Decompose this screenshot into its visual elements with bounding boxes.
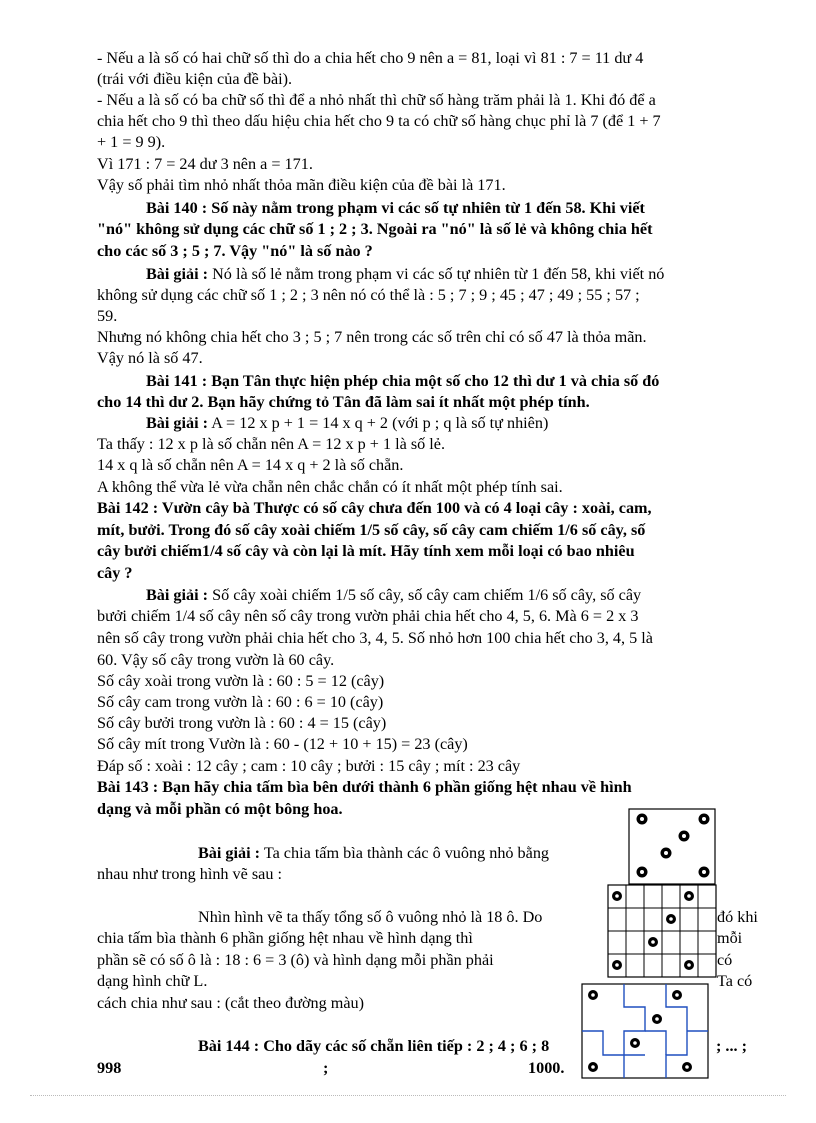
solution-line: bưởi chiếm 1/4 số cây nên số cây trong vườn phải chia hết cho 4, 5, 6. Mà 6 = 2 x 3	[97, 607, 639, 625]
flower-icon	[699, 867, 710, 878]
problem-144-tail: ; ... ;	[716, 1037, 748, 1055]
flower-icon	[652, 1014, 662, 1024]
solution-line: Số cây mít trong Vườn là : 60 - (12 + 10 + 15) = 23 (cây)	[97, 735, 468, 753]
solution-line: Số cây xoài trong vườn là : 60 : 5 = 12 (cây)	[97, 672, 385, 690]
solution-141: Bài giải : A = 12 x p + 1 = 14 x q + 2 (với p ; q là số tự nhiên)	[146, 414, 549, 432]
problem-141-text: cho 14 thì dư 2. Bạn hãy chứng tỏ Tân đã làm sai ít nhất một phép tính.	[97, 393, 590, 411]
problem-140-text: "nó" không sử dụng các chữ số 1 ; 2 ; 3. Ngoài ra "nó" là số lẻ và không chia hết	[97, 220, 653, 238]
solution-line: dạng hình chữ L.	[97, 972, 208, 990]
problem-143-title: Bài 143 : Bạn hãy chia tấm bìa bên dưới thành 6 phần giống hệt nhau về hình	[97, 778, 632, 796]
problem-144-title: Bài 144 : Cho dãy các số chẵn liên tiếp : 2 ; 4 ; 6 ; 8	[198, 1037, 550, 1055]
solution-line-right: có	[717, 951, 733, 969]
text-line: (trái với điều kiện của đề bài).	[97, 70, 293, 88]
solution-line: 59.	[97, 307, 118, 325]
answer-line: Đáp số : xoài : 12 cây ; cam : 10 cây ; bưởi : 15 cây ; mít : 23 cây	[97, 757, 521, 775]
solution-140: Bài giải : Nó là số lẻ nằm trong phạm vi các số tự nhiên từ 1 đến 58, khi viết nó	[146, 265, 665, 283]
solution-line: 60. Vậy số cây trong vườn là 60 cây.	[97, 651, 335, 669]
flower-icon	[672, 990, 682, 1000]
flower-icon	[684, 960, 694, 970]
flower-icon	[666, 914, 676, 924]
page-bottom-rule	[30, 1095, 786, 1096]
solution-line: nhau như trong hình vẽ sau :	[97, 865, 283, 883]
solution-line: phần sẽ có số ô là : 18 : 6 = 3 (ô) và hình dạng mỗi phần phải	[97, 951, 494, 969]
solution-142: Bài giải : Số cây xoài chiếm 1/5 số cây, số cây cam chiếm 1/6 số cây, số cây	[146, 586, 642, 604]
figure-cut-solution	[581, 983, 711, 1081]
text-line: chia hết cho 9 thì theo dấu hiệu chia hết cho 9 ta có chữ số hàng chục phỉ là 7 (để 1 + 7	[97, 112, 661, 130]
problem-140-text: cho các số 3 ; 5 ; 7. Vậy "nó" là số nào ?	[97, 242, 373, 260]
solution-line-right: đó khi	[717, 908, 758, 926]
flower-icon	[612, 960, 622, 970]
solution-line: cách chia như sau : (cắt theo đường màu)	[97, 994, 365, 1012]
flower-icon	[699, 814, 710, 825]
flower-icon	[588, 990, 598, 1000]
solution-line: nên số cây trong vườn phải chia hết cho 3, 4, 5. Số nhỏ hơn 100 chia hết cho 3, 4, 5 là	[97, 629, 653, 647]
problem-141-title: Bài 141 : Bạn Tân thực hiện phép chia một số cho 12 thì dư 1 và chia số đó	[146, 372, 660, 390]
figure-grid	[607, 884, 719, 980]
problem-144-semicolon: ;	[323, 1059, 329, 1077]
problem-140-title: Bài 140 : Số này nằm trong phạm vi các số tự nhiên từ 1 đến 58. Khi viết	[146, 199, 645, 217]
flower-icon	[588, 1062, 598, 1072]
flower-icon	[612, 891, 622, 901]
problem-142-text: cây bưởi chiếm1/4 số cây và còn lại là mít. Hãy tính xem mỗi loại có bao nhiêu	[97, 542, 635, 560]
solution-line: Nhưng nó không chia hết cho 3 ; 5 ; 7 nên trong các số trên chỉ có số 47 là thỏa mãn.	[97, 328, 647, 346]
flower-icon	[637, 867, 648, 878]
problem-142-text: mít, bưởi. Trong đó số cây xoài chiếm 1/5 số cây, số cây cam chiếm 1/6 số cây, số	[97, 521, 646, 539]
text-line: - Nếu a là số có ba chữ số thì để a nhỏ nhất thì chữ số hàng trăm phải là 1. Khi đó để a	[97, 91, 656, 109]
figure-card-top	[628, 808, 718, 886]
solution-line: Vậy nó là số 47.	[97, 349, 203, 367]
solution-line: 14 x q là số chẵn nên A = 14 x q + 2 là số chẵn.	[97, 456, 404, 474]
flower-icon	[630, 1038, 640, 1048]
text-line: - Nếu a là số có hai chữ số thì do a chia hết cho 9 nên a = 81, loại vì 81 : 7 = 11 dư 4	[97, 49, 644, 67]
text-line: Vậy số phải tìm nhỏ nhất thỏa mãn điều kiện của đề bài là 171.	[97, 176, 506, 194]
solution-line-right: Ta có	[717, 972, 753, 990]
problem-144-start: 998	[97, 1059, 122, 1077]
text-line: + 1 = 9 9).	[97, 133, 166, 151]
solution-line: không sử dụng các chữ số 1 ; 2 ; 3 nên nó có thể là : 5 ; 7 ; 9 ; 45 ; 47 ; 49 ; 55 ; 57 ;	[97, 286, 640, 304]
flower-icon	[682, 1062, 692, 1072]
solution-143: Bài giải : Ta chia tấm bìa thành các ô vuông nhỏ bằng	[198, 844, 550, 862]
flower-icon	[679, 831, 690, 842]
solution-line: A không thể vừa lẻ vừa chẵn nên chắc chắn có ít nhất một phép tính sai.	[97, 478, 563, 496]
problem-143-text: dạng và mỗi phần có một bông hoa.	[97, 800, 343, 818]
solution-line-right: mỗi	[717, 929, 743, 947]
flower-icon	[648, 937, 658, 947]
problem-142-text: cây ?	[97, 564, 133, 582]
solution-line: Ta thấy : 12 x p là số chẵn nên A = 12 x p + 1 là số lẻ.	[97, 435, 446, 453]
problem-144-end: 1000.	[528, 1059, 565, 1077]
solution-line: Số cây bưởi trong vườn là : 60 : 4 = 15 (cây)	[97, 714, 387, 732]
solution-line: chia tấm bìa thành 6 phần giống hệt nhau về hình dạng thì	[97, 929, 473, 947]
solution-line: Số cây cam trong vườn là : 60 : 6 = 10 (cây)	[97, 693, 384, 711]
flower-icon	[661, 848, 672, 859]
text-line: Vì 171 : 7 = 24 dư 3 nên a = 171.	[97, 155, 313, 173]
flower-icon	[637, 814, 648, 825]
problem-142-title: Bài 142 : Vườn cây bà Thược có số cây chưa đến 100 và có 4 loại cây : xoài, cam,	[97, 499, 652, 517]
solution-line: Nhìn hình vẽ ta thấy tổng số ô vuông nhỏ là 18 ô. Do	[198, 908, 543, 926]
flower-icon	[684, 891, 694, 901]
